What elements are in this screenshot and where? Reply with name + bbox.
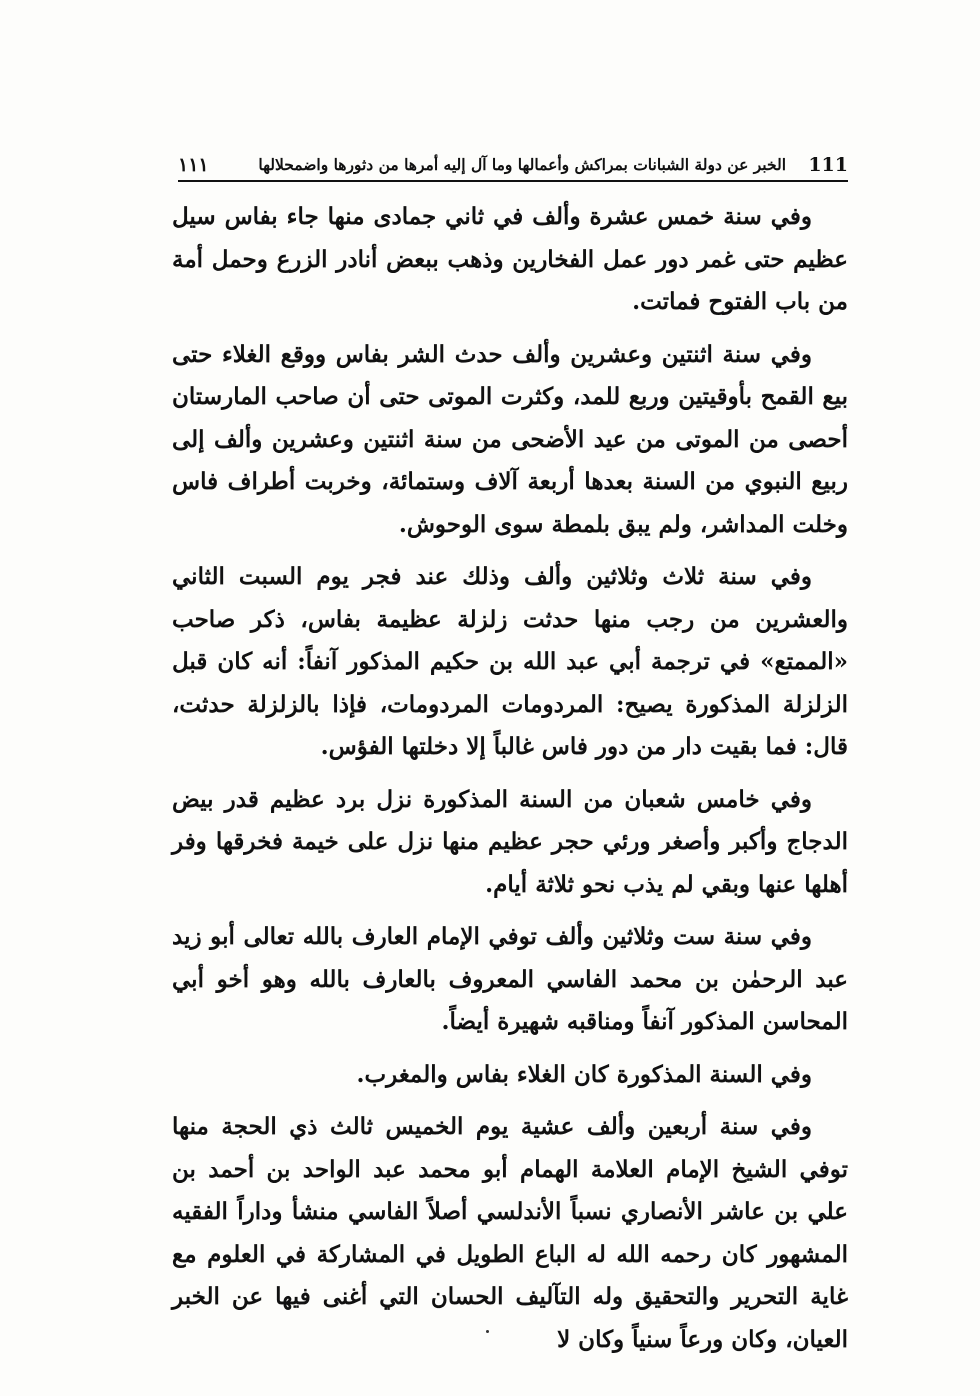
header-rule: [178, 180, 848, 182]
paragraph: وفي السنة المذكورة كان الغلاء بفاس والمغرب.: [356, 1060, 812, 1088]
paragraph: وفي سنة خمس عشرة وألف في ثاني جمادى منها جاء بفاس سيل عظيم حتى غمر دور عمل الفخارين وذهب ببعض أنادر الزرع وحمل أمة من باب الفتوح فماتت.: [172, 203, 848, 315]
paragraph: وفي سنة اثنتين وعشرين وألف حدث الشر بفاس ووقع الغلاء حتى بيع القمح بأوقيتين وربع للمد، وكثرت الموتى حتى أن صاحب المارستان أحصى من الموتى من عيد الأضحى من سنة اثنتين وعشرين وألف إلى ربيع النبوي من السنة بعدها أربعة آلاف وستمائة، وخربت أطراف فاس وخلت المداشر، ولم يبق بلمطة سوى الوحوش.: [172, 340, 848, 538]
running-header: [178, 150, 848, 180]
paragraph: وفي سنة ثلاث وثلاثين وألف وذلك عند فجر يوم السبت الثاني والعشرين من رجب منها حدثت زلزلة عظيمة بفاس، ذكر صاحب «الممتع» في ترجمة أبي عبد الله بن حكيم المذكور آنفاً: أنه كان قبل الزلزلة المذكورة يصيح: المردومات المردومات، فإذا بالزلزلة حدثت، قال: فما بقيت دار من دور فاس غالباً إلا دخلتها الفؤس.: [172, 563, 848, 760]
running-title: الخبر عن دولة الشبانات بمراكش وأعمالها وما آل إليه أمرها من دثورها واضمحلالها: [258, 155, 786, 174]
body-text: [172, 196, 848, 1371]
paragraph: وفي سنة ست وثلاثين وألف توفي الإمام العارف بالله تعالى أبو زيد عبد الرحمٰن بن محمد الفاسي المعروف بالعارف بالله وهو أخو أبي المحاسن المذكور آنفاً ومناقبه شهيرة أيضاً.: [172, 923, 848, 1035]
page-number-right: 111: [808, 154, 848, 176]
scan-speck: [486, 1330, 489, 1333]
paragraph: وفي خامس شعبان من السنة المذكورة نزل برد عظيم قدر بيض الدجاج وأكبر وأصغر ورئي حجر عظيم منها نزل على خيمة فخرقها وفر أهلها عنها وبقي لم يذب نحو ثلاثة أيام.: [172, 785, 848, 898]
paragraph: وفي سنة أربعين وألف عشية يوم الخميس ثالث ذي الحجة منها توفي الشيخ الإمام العلامة الهمام أبو محمد عبد الواحد بن أحمد بن علي بن عاشر الأنصاري نسباً الأندلسي أصلاً الفاسي منشأ وداراً الفقيه المشهور كان رحمه الله له الباع الطويل في المشاركة في العلوم مع غاية التحرير والتحقيق وله التآليف الحسان التي أغنى فيها عن الخبر العيان، وكان ورعاً سنياً وكان لا: [172, 1113, 848, 1353]
page-number-left: ١١١: [178, 154, 209, 176]
